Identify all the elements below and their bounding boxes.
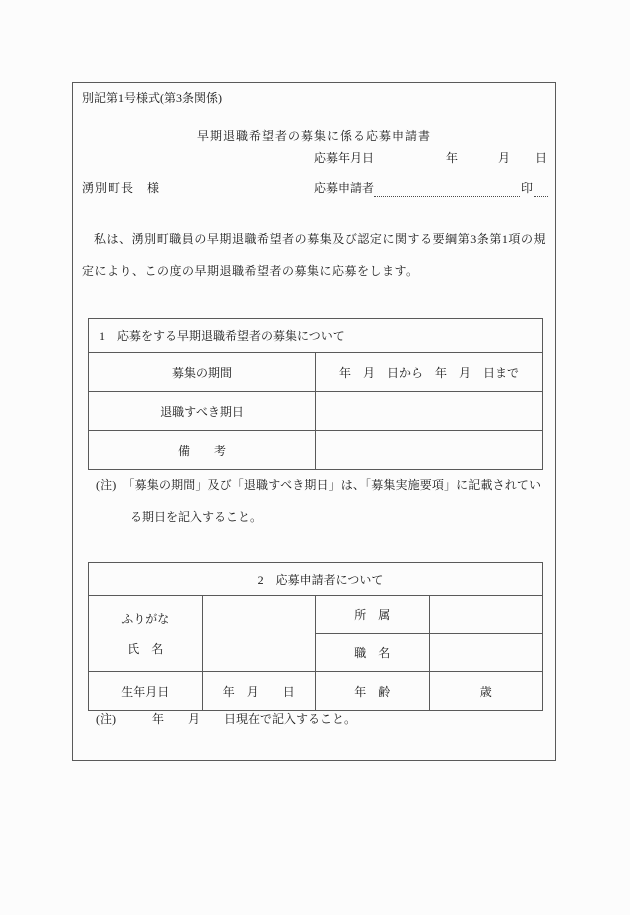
job-title-label: 職 名 [316, 634, 430, 672]
furigana-label: ふりがな [121, 611, 170, 626]
table-row [89, 431, 543, 470]
recruit-period-value: 年 月 日から 年 月 日まで [316, 353, 543, 392]
name-label: 氏 名 [127, 641, 164, 656]
table-row [89, 596, 543, 634]
affiliation-label: 所 属 [316, 596, 430, 634]
seal-mark: 印 [520, 181, 533, 195]
signature-dotted-tail [534, 182, 548, 197]
applicant-signature-line [314, 175, 548, 197]
retire-date-label: 退職すべき期日 [89, 392, 316, 431]
age-value-cell: 歳 [429, 672, 543, 711]
form-id: 別記第1号様式(第3条関係) [82, 91, 222, 105]
birthdate-value-cell: 年 月 日 [202, 672, 316, 711]
remarks-value [316, 431, 543, 470]
date-day-label: 日 [534, 151, 547, 165]
birthdate-label: 生年月日 [89, 672, 203, 711]
table-row [89, 563, 543, 596]
table-row [89, 319, 543, 353]
recruit-period-label: 募集の期間 [89, 353, 316, 392]
age-label: 年 齢 [316, 672, 430, 711]
form-border-box [72, 82, 556, 761]
table-row [89, 353, 543, 392]
date-month-label: 月 [498, 151, 511, 165]
applicant-info-table [88, 562, 543, 711]
addressee: 湧別町長 様 [82, 181, 161, 195]
table-row [89, 392, 543, 431]
application-date-line [314, 151, 547, 166]
declaration-paragraph: 私は、湧別町職員の早期退職希望者の募集及び認定に関する要綱第3条第1項の規定により、この度の早期退職希望者の募集に応募をします。 [82, 232, 546, 278]
application-date-label: 応募年月日 [314, 151, 375, 165]
recruitment-info-table [88, 318, 543, 470]
section2-heading: 2 応募申請者について [89, 563, 543, 596]
section2-note: (注) 年 月 日現在で記入すること。 [96, 712, 356, 726]
signature-dotted-line [374, 182, 520, 197]
applicant-label: 応募申請者 [314, 181, 375, 195]
name-value-cell [202, 596, 316, 672]
section1-heading: 1 応募をする早期退職希望者の募集について [89, 319, 543, 353]
table-row [89, 672, 543, 711]
section1-note: (注) 「募集の期間」及び「退職すべき期日」は、「募集実施要項」に記載されている期日を記入すること。 [96, 478, 541, 524]
remarks-label: 備 考 [89, 431, 316, 470]
retire-date-value [316, 392, 543, 431]
name-label-cell [89, 596, 203, 672]
page-title: 早期退職希望者の募集に係る応募申請書 [196, 129, 431, 143]
date-year-label: 年 [446, 151, 459, 165]
job-title-value-cell [429, 634, 543, 672]
affiliation-value-cell [429, 596, 543, 634]
